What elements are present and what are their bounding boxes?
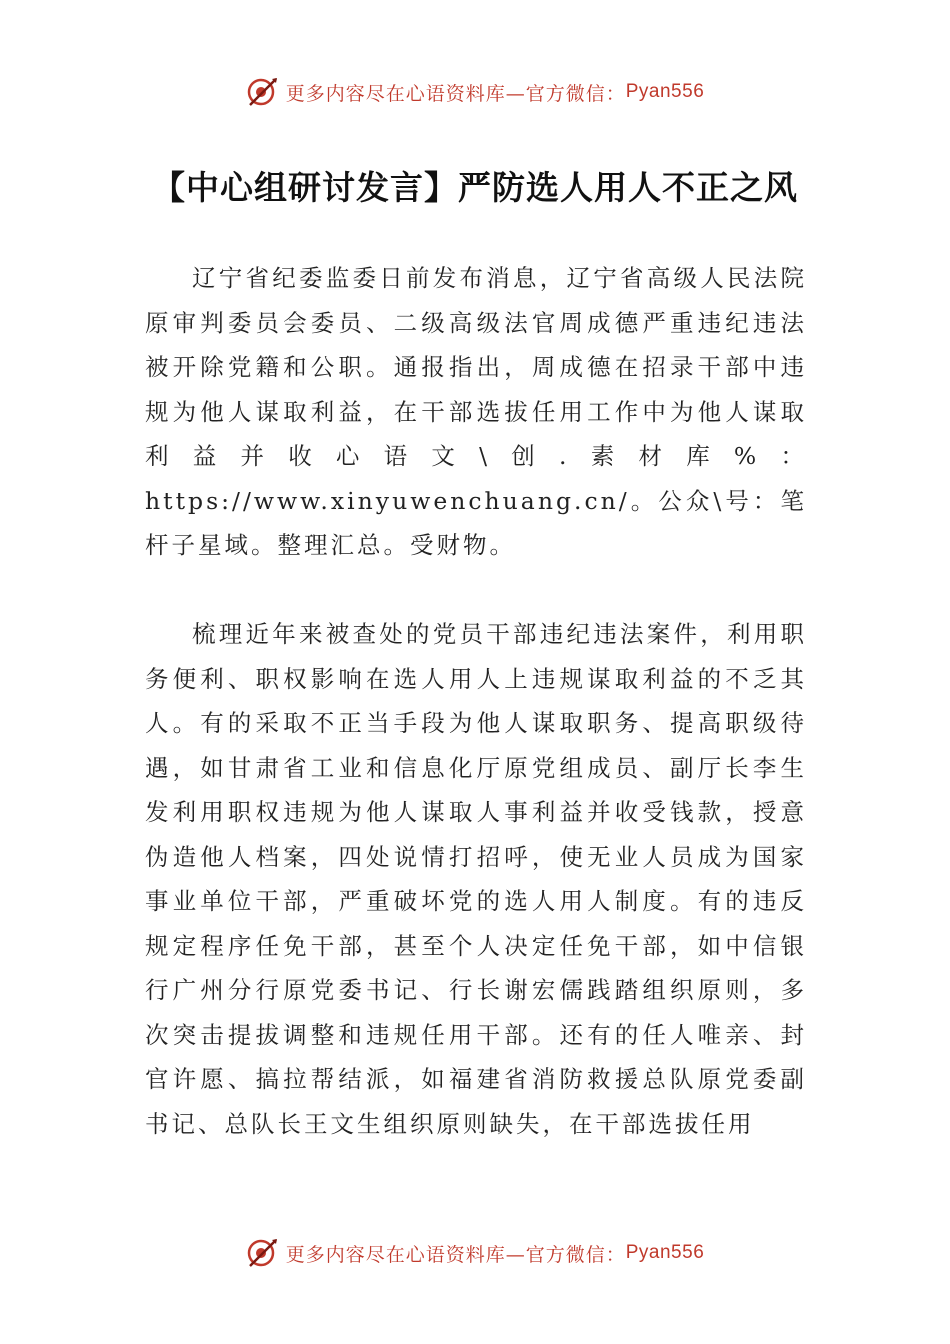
paragraph: 辽宁省纪委监委日前发布消息，辽宁省高级人民法院原审判委员会委员、二级高级法官周成德严重违纪违法被开除党籍和公职。通报指出，周成德在招录干部中违规为他人谋取利益，在干部选拔任用工作中为他人谋取利益并收心语文\创.素材库%：https://www.xinyuwenchuang.cn/。公众\号：笔杆子星域。整理汇总。受财物。 <box>145 264 807 559</box>
footer-watermark <box>0 1233 950 1273</box>
brand-logo-icon <box>246 1236 280 1270</box>
banner-text: 更多内容尽在心语资料库—官方微信： <box>285 82 626 105</box>
document-body <box>145 256 807 1146</box>
banner-text: 更多内容尽在心语资料库—官方微信： <box>285 1243 626 1266</box>
document-title: 【中心组研讨发言】严防选人用人不正之风 <box>152 168 798 207</box>
paragraph: 梳理近年来被查处的党员干部违纪违法案件，利用职务便利、职权影响在选人用人上违规谋取利益的不乏其人。有的采取不正当手段为他人谋取职务、提高职级待遇，如甘肃省工业和信息化厅原党组成员、副厅长李生发利用职权违规为他人谋取人事利益并收受钱款，授意伪造他人档案，四处说情打招呼，使无业人员成为国家事业单位干部，严重破坏党的选人用人制度。有的违反规定程序任免干部，甚至个人决定任免干部，如中信银行广州分行原党委书记、行长谢宏儒践踏组织原则，多次突击提拔调整和违规任用干部。还有的任人唯亲、封官许愿、搞拉帮结派，如福建省消防救援总队原党委副书记、总队长王文生组织原则缺失，在干部选拔任用 <box>145 620 807 1138</box>
header-watermark <box>0 72 950 112</box>
brand-logo-icon <box>246 75 280 109</box>
banner-wechat-id: Pyan556 <box>625 1242 705 1263</box>
banner-wechat-id: Pyan556 <box>625 81 705 102</box>
